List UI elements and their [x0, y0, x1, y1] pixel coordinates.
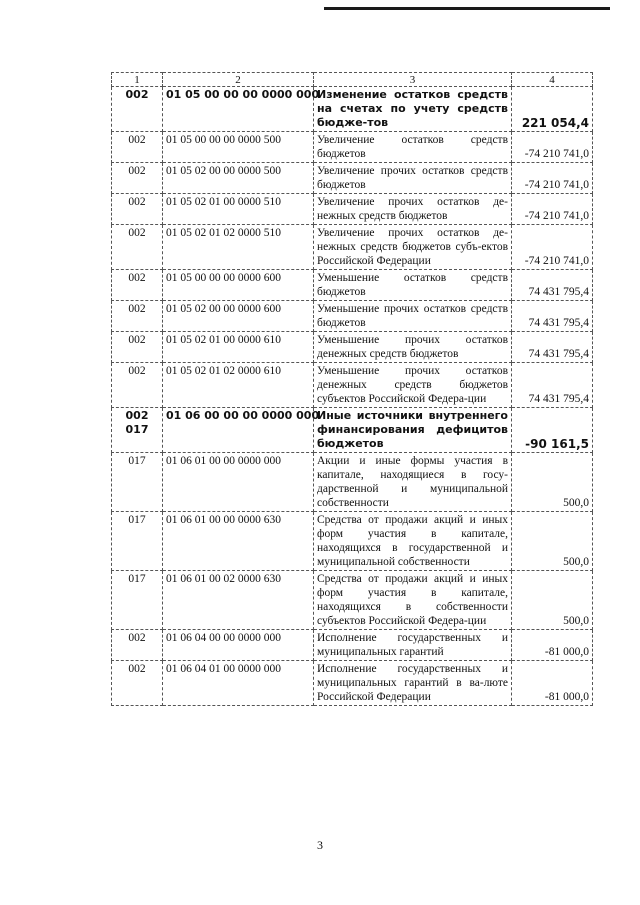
- amount-cell: -74 210 741,0: [512, 132, 593, 163]
- admin-code-cell: [112, 270, 163, 301]
- source-name-cell: Изменение остатков средств на счетах по учету средств бюдже-тов: [314, 87, 512, 132]
- column-number-2: 2: [163, 73, 314, 87]
- source-name-cell: Исполнение государственных и муниципальных гарантий в ва-люте Российской Федерации: [314, 661, 512, 706]
- table-row: [112, 87, 593, 132]
- source-name-cell: Увеличение прочих остатков средств бюджетов: [314, 163, 512, 194]
- admin-code: 017: [128, 514, 146, 526]
- classification-code-cell: 01 05 02 01 00 0000 510: [163, 194, 314, 225]
- classification-code-cell: 01 06 01 00 00 0000 000: [163, 453, 314, 512]
- admin-code-cell: [112, 163, 163, 194]
- admin-code: 002: [128, 303, 146, 315]
- amount-cell: 74 431 795,4: [512, 301, 593, 332]
- table-row: [112, 571, 593, 630]
- classification-code-cell: 01 06 04 01 00 0000 000: [163, 661, 314, 706]
- table-row: [112, 363, 593, 408]
- admin-code-cell: [112, 630, 163, 661]
- amount-cell: -74 210 741,0: [512, 194, 593, 225]
- admin-code-cell: [112, 87, 163, 132]
- classification-code-cell: 01 06 01 00 02 0000 630: [163, 571, 314, 630]
- admin-code-cell: [112, 571, 163, 630]
- source-name-cell: Средства от продажи акций и иных форм участия в капитале, находящихся в собственности субъектов Российской Федера-ции: [314, 571, 512, 630]
- admin-code-cell: [112, 194, 163, 225]
- admin-code-cell: [112, 301, 163, 332]
- header-rule: [324, 7, 610, 10]
- amount-cell: -90 161,5: [512, 408, 593, 453]
- amount-cell: -74 210 741,0: [512, 225, 593, 270]
- amount-cell: 221 054,4: [512, 87, 593, 132]
- source-name-cell: Увеличение прочих остатков де-нежных средств бюджетов субъ-ектов Российской Федерации: [314, 225, 512, 270]
- admin-code-cell: [112, 512, 163, 571]
- source-name-cell: Средства от продажи акций и иных форм участия в капитале, находящихся в государственной и муниципальной собственности: [314, 512, 512, 571]
- amount-cell: -74 210 741,0: [512, 163, 593, 194]
- table-row: [112, 512, 593, 571]
- classification-code-cell: 01 05 02 00 00 0000 500: [163, 163, 314, 194]
- source-name-cell: Увеличение прочих остатков де-нежных средств бюджетов: [314, 194, 512, 225]
- admin-code: 017: [128, 573, 146, 585]
- admin-code-cell: [112, 363, 163, 408]
- admin-code: 002: [128, 334, 146, 346]
- source-name-cell: Иные источники внутреннего финансирования дефицитов бюджетов: [314, 408, 512, 453]
- classification-code-cell: 01 05 02 01 02 0000 610: [163, 363, 314, 408]
- column-number-3: 3: [314, 73, 512, 87]
- source-name-cell: Уменьшение прочих остатков денежных средств бюджетов: [314, 332, 512, 363]
- admin-code-cell: [112, 453, 163, 512]
- admin-code: 002: [128, 663, 146, 675]
- source-name-cell: Уменьшение остатков средств бюджетов: [314, 270, 512, 301]
- table-row: [112, 301, 593, 332]
- admin-code: 002: [128, 272, 146, 284]
- admin-code-cell: [112, 332, 163, 363]
- admin-code: 002: [128, 632, 146, 644]
- table-row: [112, 408, 593, 453]
- admin-code-cell: [112, 225, 163, 270]
- classification-code-cell: 01 05 00 00 00 0000 600: [163, 270, 314, 301]
- admin-code: 002: [125, 88, 149, 101]
- admin-code-cell: [112, 408, 163, 453]
- admin-code: 017: [128, 455, 146, 467]
- amount-cell: 500,0: [512, 512, 593, 571]
- table-row: [112, 661, 593, 706]
- table-row: [112, 270, 593, 301]
- amount-cell: 74 431 795,4: [512, 270, 593, 301]
- classification-code-cell: 01 05 02 01 02 0000 510: [163, 225, 314, 270]
- table-row: [112, 332, 593, 363]
- classification-code-cell: 01 05 02 01 00 0000 610: [163, 332, 314, 363]
- admin-code: 017: [125, 423, 149, 436]
- source-name-cell: Исполнение государственных и муниципальных гарантий: [314, 630, 512, 661]
- page-number: 3: [317, 838, 323, 852]
- admin-code: 002: [125, 409, 149, 422]
- source-name-cell: Уменьшение прочих остатков денежных средств бюджетов субъектов Российской Федера-ции: [314, 363, 512, 408]
- admin-code-cell: [112, 661, 163, 706]
- admin-code: 002: [128, 227, 146, 239]
- amount-cell: -81 000,0: [512, 661, 593, 706]
- amount-cell: 74 431 795,4: [512, 363, 593, 408]
- admin-code: 002: [128, 365, 146, 377]
- table-row: [112, 630, 593, 661]
- admin-code-cell: [112, 132, 163, 163]
- classification-code-cell: 01 05 02 00 00 0000 600: [163, 301, 314, 332]
- source-name-cell: Акции и иные формы участия в капитале, находящиеся в госу-дарственной и муниципальной собственности: [314, 453, 512, 512]
- amount-cell: 500,0: [512, 453, 593, 512]
- amount-cell: -81 000,0: [512, 630, 593, 661]
- table-row: [112, 132, 593, 163]
- table-row: [112, 163, 593, 194]
- classification-code-cell: 01 05 00 00 00 0000 000: [163, 87, 314, 132]
- admin-code: 002: [128, 165, 146, 177]
- classification-code-cell: 01 06 01 00 00 0000 630: [163, 512, 314, 571]
- classification-code-cell: 01 06 04 00 00 0000 000: [163, 630, 314, 661]
- admin-code: 002: [128, 134, 146, 146]
- classification-code-cell: 01 06 00 00 00 0000 000: [163, 408, 314, 453]
- table-row: [112, 453, 593, 512]
- amount-cell: 74 431 795,4: [512, 332, 593, 363]
- source-name-cell: Уменьшение прочих остатков средств бюджетов: [314, 301, 512, 332]
- table-row: [112, 225, 593, 270]
- classification-code-cell: 01 05 00 00 00 0000 500: [163, 132, 314, 163]
- budget-sources-table: [111, 72, 593, 706]
- column-number-4: 4: [512, 73, 593, 87]
- source-name-cell: Увеличение остатков средств бюджетов: [314, 132, 512, 163]
- admin-code: 002: [128, 196, 146, 208]
- table-row: [112, 194, 593, 225]
- column-number-row: [112, 73, 593, 87]
- column-number-1: 1: [112, 73, 163, 87]
- amount-cell: 500,0: [512, 571, 593, 630]
